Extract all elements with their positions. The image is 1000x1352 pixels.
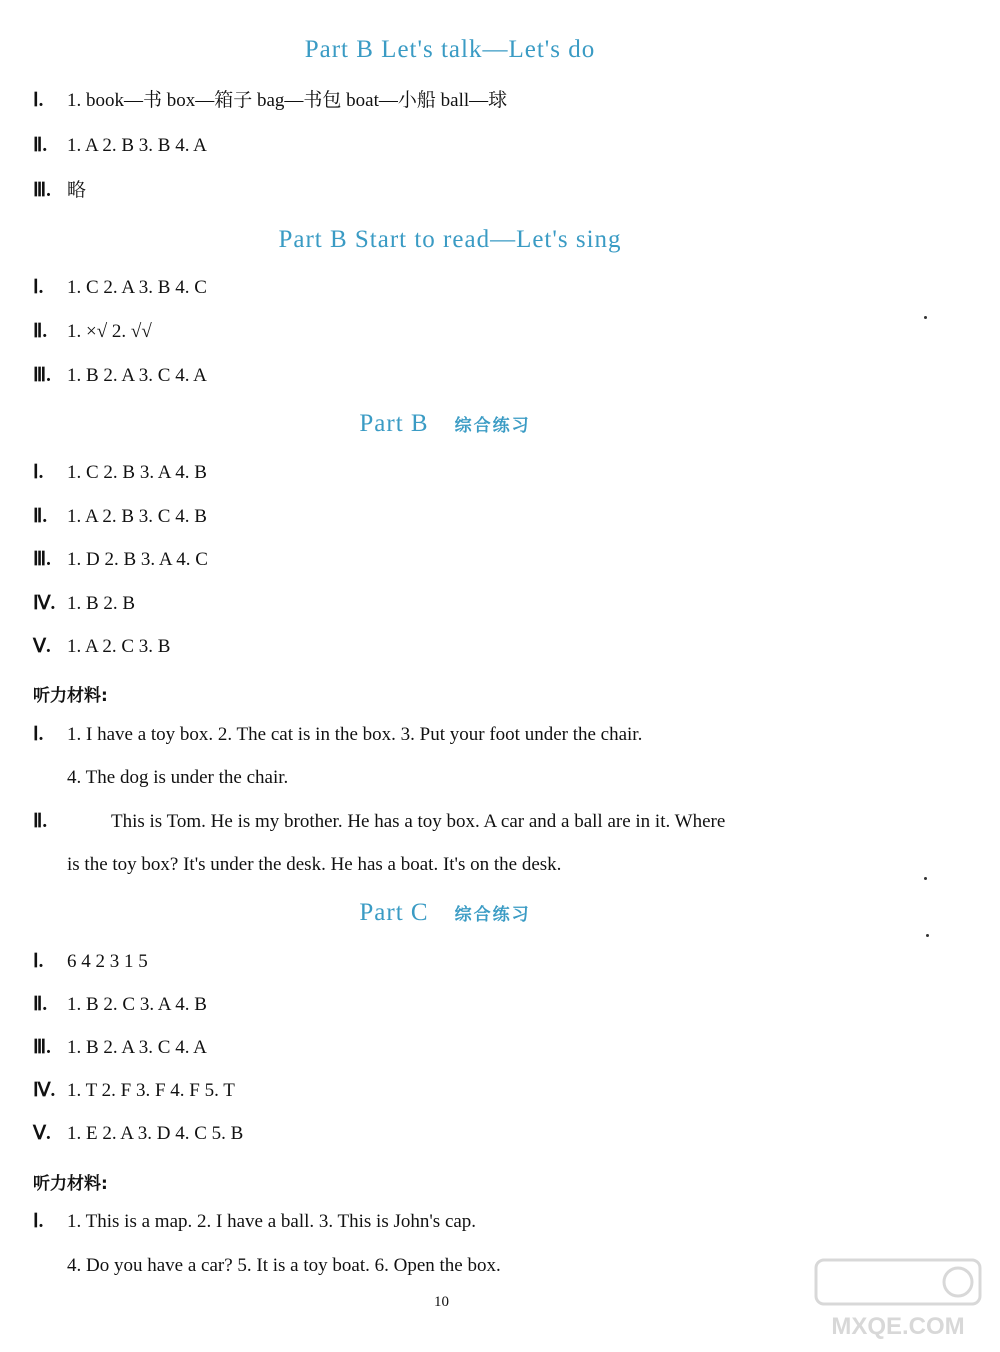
section-title-text: Part B	[359, 410, 429, 437]
answer-line	[33, 1037, 207, 1059]
question-number: Ⅰ.	[33, 724, 44, 745]
answer-line	[33, 636, 170, 658]
scan-speck	[924, 316, 927, 319]
answer-line	[33, 365, 207, 387]
question-number: Ⅱ.	[33, 506, 48, 527]
section-title-part-c-practice	[0, 899, 890, 927]
answer-line	[33, 811, 725, 833]
question-number: Ⅱ.	[33, 811, 48, 832]
question-number: Ⅰ.	[33, 277, 44, 298]
question-number: Ⅲ.	[33, 1037, 51, 1058]
answer-text: 1. This is a map. 2. I have a ball. 3. This is John's cap.	[67, 1211, 477, 1232]
watermark-text: MXQE.COM	[831, 1313, 965, 1340]
answer-text: 1. I have a toy box. 2. The cat is in the box. 3. Put your foot under the chair.	[67, 724, 643, 745]
answer-text: 1. ×√ 2. √√	[67, 321, 152, 342]
answer-line	[33, 180, 86, 202]
answer-line	[33, 593, 135, 615]
watermark-logo-icon	[808, 1254, 988, 1344]
scan-speck	[924, 877, 927, 880]
answer-line	[33, 994, 207, 1016]
question-number: Ⅳ.	[33, 593, 56, 614]
question-number: Ⅲ.	[33, 180, 51, 201]
question-number: Ⅰ.	[33, 951, 44, 972]
question-number: Ⅰ.	[33, 1211, 44, 1232]
answer-text: 1. C 2. B 3. A 4. B	[67, 462, 207, 483]
answer-text: 1. T 2. F 3. F 4. F 5. T	[67, 1080, 235, 1101]
section-title-text: Part C	[359, 899, 429, 926]
answer-text: 1. B 2. A 3. C 4. A	[67, 365, 207, 386]
answer-line	[33, 724, 642, 746]
answer-text: 1. E 2. A 3. D 4. C 5. B	[67, 1123, 244, 1144]
answer-continuation: 4. The dog is under the chair.	[67, 767, 289, 788]
question-number: Ⅲ.	[33, 365, 51, 386]
answer-line	[33, 277, 207, 299]
answer-text: 6 4 2 3 1 5	[67, 951, 148, 972]
answer-line	[33, 135, 207, 157]
answer-text: 1. B 2. B	[67, 593, 136, 614]
answer-text: 1. B 2. C 3. A 4. B	[67, 994, 207, 1015]
answer-continuation: 4. Do you have a car? 5. It is a toy boat. 6. Open the box.	[67, 1255, 501, 1276]
answer-line	[33, 951, 148, 973]
question-number: Ⅰ.	[33, 462, 44, 483]
question-number: Ⅱ.	[33, 135, 48, 156]
answer-text: 1. C 2. A 3. B 4. C	[67, 277, 207, 298]
listening-material-label: 听力材料:	[33, 1174, 108, 1194]
question-number: Ⅰ.	[33, 90, 44, 111]
answer-line	[33, 462, 207, 484]
question-number: Ⅲ.	[33, 549, 51, 570]
scan-speck	[926, 934, 929, 937]
answer-line	[33, 321, 152, 343]
answer-continuation: is the toy box? It's under the desk. He has a boat. It's on the desk.	[67, 854, 562, 875]
answer-text: 1. B 2. A 3. C 4. A	[67, 1037, 207, 1058]
section-title-text: Part B Let's talk—Let's do	[304, 36, 596, 63]
question-number: Ⅱ.	[33, 994, 48, 1015]
answer-line	[33, 549, 208, 571]
section-subtitle: 综合练习	[454, 905, 531, 925]
answer-text: This is Tom. He is my brother. He has a toy box. A car and a ball are in it. Where	[111, 811, 726, 832]
listening-material-label: 听力材料:	[33, 686, 108, 706]
section-title-part-b-practice	[0, 410, 890, 438]
section-title-lets-talk	[0, 36, 900, 64]
section-subtitle: 综合练习	[454, 416, 531, 436]
answer-text: 1. D 2. B 3. A 4. C	[67, 549, 208, 570]
page-number: 10	[434, 1294, 449, 1310]
answer-line	[33, 1123, 243, 1145]
answer-line	[33, 506, 207, 528]
question-number: Ⅴ.	[33, 636, 51, 657]
answer-line	[33, 90, 507, 112]
question-number: Ⅳ.	[33, 1080, 56, 1101]
section-title-text: Part B Start to read—Let's sing	[278, 226, 622, 253]
answer-text: 1. A 2. C 3. B	[67, 636, 171, 657]
answer-text: 1. book—书 box—箱子 bag—书包 boat—小船 ball—球	[67, 90, 508, 111]
answer-text: 1. A 2. B 3. C 4. B	[67, 506, 207, 527]
answer-text: 1. A 2. B 3. B 4. A	[67, 135, 207, 156]
answer-line	[33, 1211, 476, 1233]
answer-text: 略	[67, 180, 87, 201]
question-number: Ⅴ.	[33, 1123, 51, 1144]
section-title-start-to-read	[0, 226, 900, 254]
answer-line	[33, 1080, 235, 1102]
question-number: Ⅱ.	[33, 321, 48, 342]
